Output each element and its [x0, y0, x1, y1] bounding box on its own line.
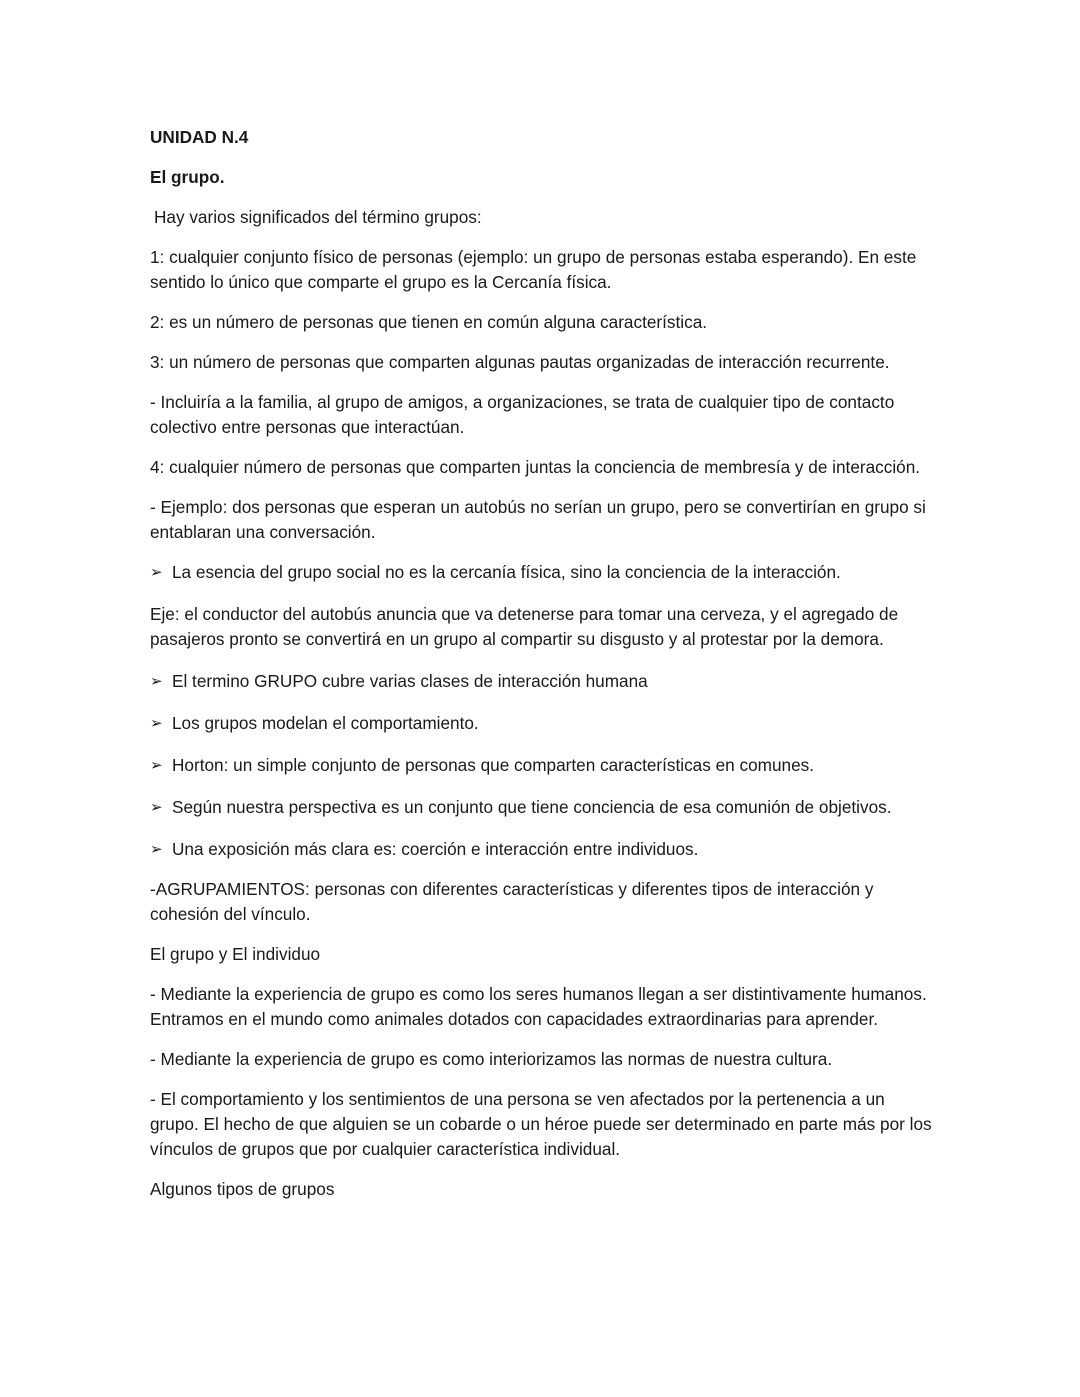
bullet-item [150, 669, 935, 694]
bullet-text: Los grupos modelan el comportamiento. [172, 713, 479, 733]
section-heading-tipos-grupos: Algunos tipos de grupos [150, 1179, 335, 1199]
bullet-item [150, 837, 935, 862]
bullet-text: La esencia del grupo social no es la cercanía física, sino la conciencia de la interacción. [172, 562, 841, 582]
bullet-text: Según nuestra perspectiva es un conjunto que tiene conciencia de esa comunión de objetivos. [172, 797, 892, 817]
document-page [150, 125, 935, 1217]
example-paragraph: Eje: el conductor del autobús anuncia que va detenerse para tomar una cerveza, y el agregado de pasajeros pronto se convertirá en un grupo al compartir su disgusto y al protestar por la demora. [150, 604, 899, 649]
arrow-bullet-icon: ➢ [150, 756, 163, 774]
section-heading-grupo-individuo: El grupo y El individuo [150, 944, 321, 964]
bullet-item [150, 795, 935, 820]
bullet-text: El termino GRUPO cubre varias clases de interacción humana [172, 671, 648, 691]
definition-3-note: - Incluiría a la familia, al grupo de amigos, a organizaciones, se trata de cualquier tipo de contacto colectivo entre personas que interactúan. [150, 392, 895, 437]
definition-4: 4: cualquier número de personas que comparten juntas la conciencia de membresía y de interacción. [150, 457, 921, 477]
definition-4-example: - Ejemplo: dos personas que esperan un autobús no serían un grupo, pero se convertirían en grupo si entablaran una conversación. [150, 497, 926, 542]
arrow-bullet-icon: ➢ [150, 563, 163, 581]
individuo-paragraph-3: - El comportamiento y los sentimientos de una persona se ven afectados por la pertenencia a un grupo. El hecho de que alguien se un cobarde o un héroe puede ser determinado en parte más por los vínculos de grupos que por cualquier característica individual. [150, 1089, 932, 1159]
arrow-bullet-icon: ➢ [150, 798, 163, 816]
unit-title: UNIDAD N.4 [150, 127, 249, 147]
arrow-bullet-icon: ➢ [150, 840, 163, 858]
definition-2: 2: es un número de personas que tienen en común alguna característica. [150, 312, 708, 332]
section-heading-el-grupo: El grupo. [150, 167, 225, 187]
individuo-paragraph-2: - Mediante la experiencia de grupo es como interiorizamos las normas de nuestra cultura. [150, 1049, 833, 1069]
bullet-item [150, 711, 935, 736]
bullet-text: Una exposición más clara es: coerción e interacción entre individuos. [172, 839, 699, 859]
definition-1: 1: cualquier conjunto físico de personas (ejemplo: un grupo de personas estaba esperando). En este sentido lo único que comparte el grupo es la Cercanía física. [150, 247, 917, 292]
definition-3: 3: un número de personas que comparten algunas pautas organizadas de interacción recurrente. [150, 352, 890, 372]
bullet-text: Horton: un simple conjunto de personas que comparten características en comunes. [172, 755, 815, 775]
bullet-item [150, 560, 935, 585]
arrow-bullet-icon: ➢ [150, 714, 163, 732]
individuo-paragraph-1: - Mediante la experiencia de grupo es como los seres humanos llegan a ser distintivamente humanos. Entramos en el mundo como animales dotados con capacidades extraordinarias para aprender. [150, 984, 927, 1029]
arrow-bullet-icon: ➢ [150, 672, 163, 690]
intro-paragraph: Hay varios significados del término grupos: [154, 207, 482, 227]
bullet-item [150, 753, 935, 778]
agrupamientos-paragraph: -AGRUPAMIENTOS: personas con diferentes características y diferentes tipos de interacción y cohesión del vínculo. [150, 879, 874, 924]
